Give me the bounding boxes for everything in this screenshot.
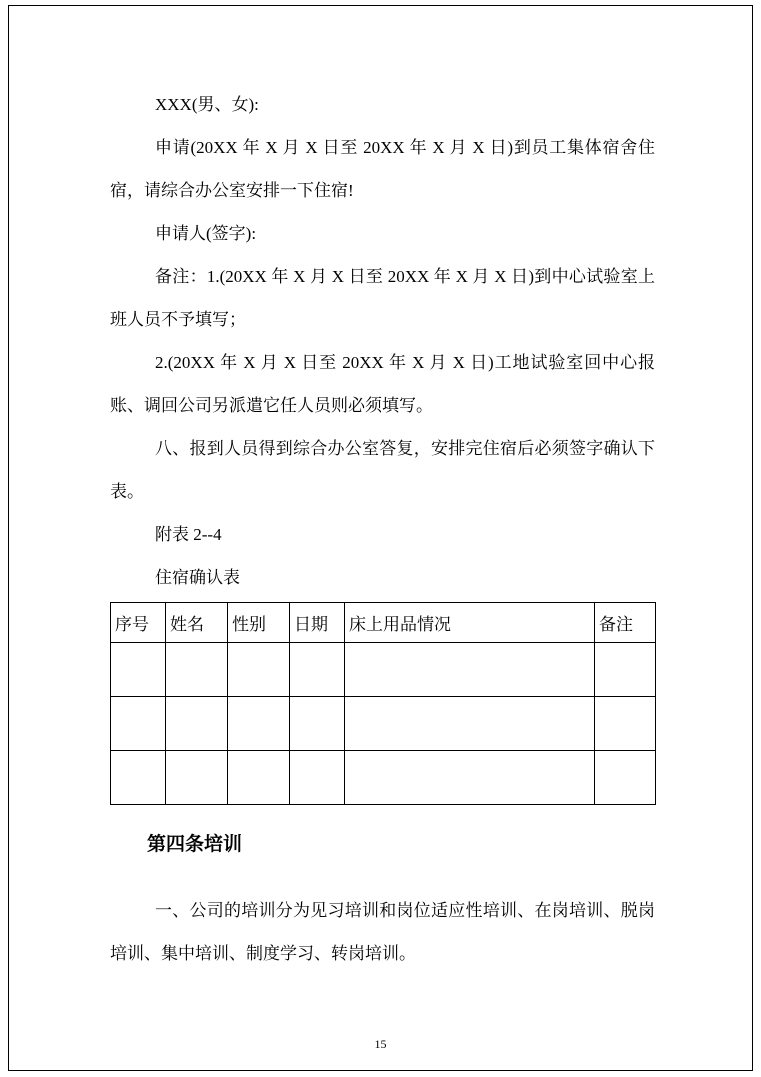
para-training-intro: 一、公司的培训分为见习培训和岗位适应性培训、在岗培训、脱岗培训、集中培训、制度学习、转岗培训。 [110,901,655,963]
table-row [111,643,656,697]
para-application: 申请(20XX 年 X 月 X 日至 20XX 年 X 月 X 日)到员工集体宿舍住宿，请综合办公室安排一下住宿! [110,138,655,200]
table-cell [111,697,166,751]
table-cell [111,751,166,805]
para-note-2: 2.(20XX 年 X 月 X 日至 20XX 年 X 月 X 日)工地试验室回中心报账、调回公司另派遣它任人员则必须填写。 [110,353,655,415]
table-cell [166,751,228,805]
para-item-8: 八、报到人员得到综合办公室答复，安排完住宿后必须签字确认下表。 [110,439,655,501]
table-cell [166,697,228,751]
para-note-1: 备注：1.(20XX 年 X 月 X 日至 20XX 年 X 月 X 日)到中心试验室上班人员不予填写； [110,267,655,329]
table-cell [345,697,595,751]
table-cell [111,643,166,697]
document-content [110,83,655,975]
table-row [111,751,656,805]
table-cell [228,697,290,751]
para-table-title: 住宿确认表 [155,568,240,587]
table-cell [166,643,228,697]
para-name-line: XXX(男、女): [155,95,259,114]
table-header-gender: 性别 [228,603,290,643]
para-signature: 申请人(签字): [155,224,257,243]
table-row [111,697,656,751]
table-header-name: 姓名 [166,603,228,643]
table-header-remarks: 备注 [595,603,656,643]
page-number: 15 [374,1037,387,1051]
table-cell [595,643,656,697]
table-cell [290,751,345,805]
section-heading-training: 第四条培训 [147,834,243,855]
table-cell [345,751,595,805]
table-header-serial: 序号 [111,603,166,643]
table-header-date: 日期 [290,603,345,643]
table-cell [595,751,656,805]
table-cell [228,643,290,697]
table-header-row [111,603,656,643]
table-cell [290,643,345,697]
table-cell [345,643,595,697]
table-header-bedding: 床上用品情况 [345,603,595,643]
table-cell [595,697,656,751]
para-attachment-label: 附表 2--4 [155,525,222,544]
accommodation-confirm-table [110,602,656,805]
table-cell [290,697,345,751]
table-cell [228,751,290,805]
